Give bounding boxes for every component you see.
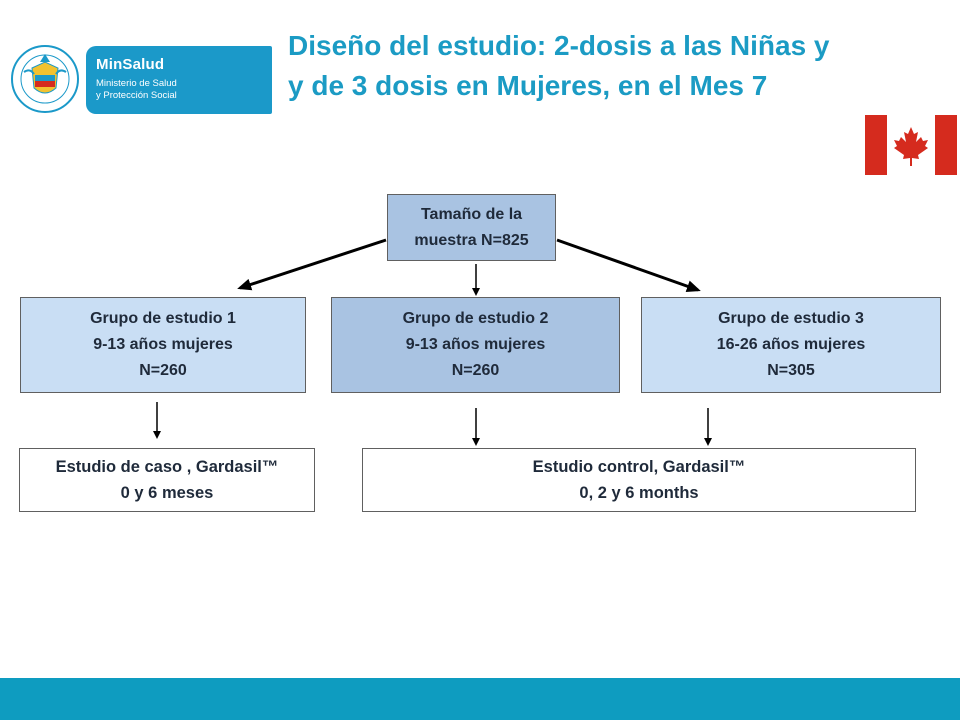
study-group-3-box — [641, 297, 941, 393]
study-group-n: N=305 — [767, 362, 815, 379]
study-group-n: N=260 — [139, 362, 187, 379]
slide-title-line-2: y de 3 dosis en Mujeres, en el Mes 7 — [288, 70, 768, 101]
minsalud-logo — [8, 42, 272, 116]
colombia-coat-of-arms-icon — [10, 42, 80, 116]
study-group-1-box — [20, 297, 306, 393]
case-study-box — [19, 448, 315, 512]
logo-line-1: Ministerio de Salud — [96, 78, 177, 89]
slide-title — [288, 26, 928, 106]
study-group-2-box — [331, 297, 620, 393]
arrow-root-to-group-1 — [240, 240, 386, 288]
sample-size-box — [387, 194, 556, 261]
control-study-line-1: Estudio control, Gardasil™ — [532, 458, 746, 476]
study-group-title: Grupo de estudio 1 — [90, 310, 236, 327]
control-study-box — [362, 448, 916, 512]
study-group-age: 9-13 años mujeres — [93, 336, 233, 353]
slide-title-line-1: Diseño del estudio: 2-dosis a las Niñas y — [288, 30, 830, 61]
footer-bar — [0, 678, 960, 720]
control-study-line-2: 0, 2 y 6 months — [579, 484, 699, 502]
logo-line-2: y Protección Social — [96, 90, 177, 101]
logo-brand: MinSalud — [96, 56, 165, 73]
study-group-title: Grupo de estudio 2 — [402, 310, 549, 327]
arrow-root-to-group-3 — [557, 240, 698, 290]
canada-flag-icon — [865, 115, 957, 175]
logo-panel — [86, 46, 272, 114]
case-study-line-2: 0 y 6 meses — [120, 484, 214, 502]
study-group-title: Grupo de estudio 3 — [718, 310, 864, 327]
sample-size-line-2: muestra N=825 — [414, 231, 529, 249]
study-group-n: N=260 — [451, 362, 500, 379]
study-group-age: 16-26 años mujeres — [716, 336, 866, 353]
study-group-age: 9-13 años mujeres — [405, 336, 546, 353]
sample-size-line-1: Tamaño de la — [420, 205, 523, 223]
case-study-line-1: Estudio de caso , Gardasil™ — [55, 458, 279, 476]
